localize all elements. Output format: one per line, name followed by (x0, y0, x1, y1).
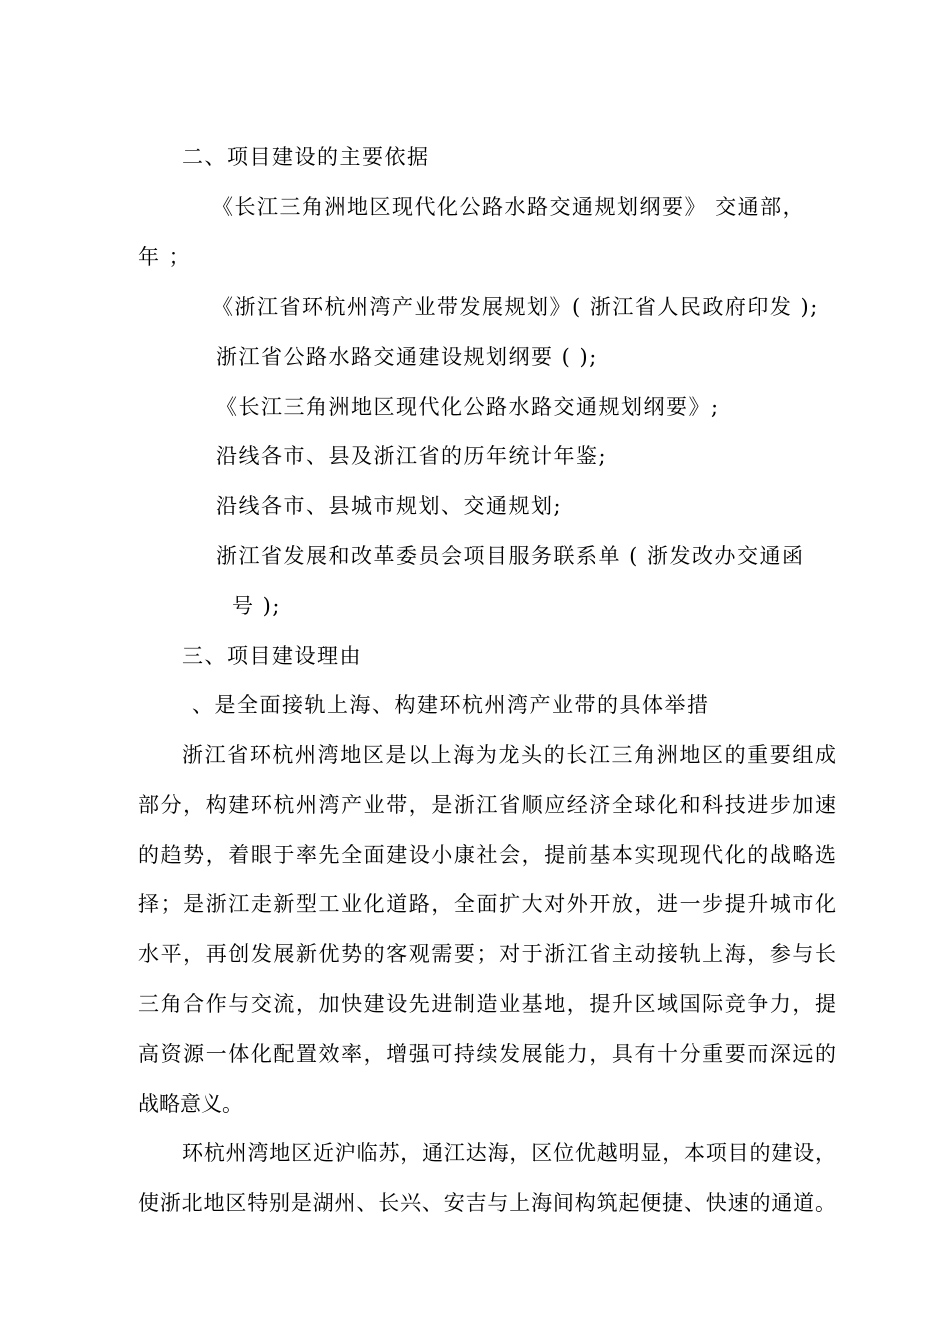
section-heading: 二、项目建设的主要依据 (182, 145, 430, 169)
basis-item-continuation: 年 ； (138, 245, 192, 269)
paragraph-line: 高资源一体化配置效率，增强可持续发展能力，具有十分重要而深远的 (138, 1042, 836, 1066)
paragraph-line: 的趋势，着眼于率先全面建设小康社会，提前基本实现现代化的战略选 (138, 843, 836, 867)
paragraph-line: 三角合作与交流，加快建设先进制造业基地，提升区域国际竞争力，提 (138, 992, 836, 1016)
basis-item: 沿线各市、县城市规划、交通规划; (216, 494, 563, 518)
paragraph-line: 浙江省环杭州湾地区是以上海为龙头的长江三角洲地区的重要组成 (182, 743, 836, 767)
section-heading: 三、项目建设理由 (182, 644, 362, 668)
paragraph-line: 择；是浙江走新型工业化道路，全面扩大对外开放，进一步提升城市化 (138, 892, 836, 916)
basis-item: 《浙江省环杭州湾产业带发展规划》( 浙江省人民政府印发 ); (212, 295, 819, 319)
basis-item: 浙江省公路水路交通建设规划纲要 ( ); (216, 345, 598, 369)
subsection-heading: 、是全面接轨上海、构建环杭州湾产业带的具体举措 (192, 693, 710, 717)
paragraph-line: 水平，再创发展新优势的客观需要；对于浙江省主动接轨上海，参与长 (138, 942, 836, 966)
paragraph-line: 环杭州湾地区近沪临苏，通江达海，区位优越明显，本项目的建设， (182, 1141, 836, 1165)
basis-item: 《长江三角洲地区现代化公路水路交通规划纲要》 交通部， (212, 195, 806, 219)
basis-item-continuation: 号 ); (232, 594, 281, 618)
basis-item: 《长江三角洲地区现代化公路水路交通规划纲要》; (216, 395, 720, 419)
paragraph-line: 战略意义。 (138, 1092, 243, 1116)
basis-item: 浙江省发展和改革委员会项目服务联系单 ( 浙发改办交通函 (216, 544, 805, 568)
paragraph-line: 部分，构建环杭州湾产业带，是浙江省顺应经济全球化和科技进步加速 (138, 793, 836, 817)
paragraph-line: 使浙北地区特别是湖州、长兴、安吉与上海间构筑起便捷、快速的通道。 (138, 1191, 836, 1215)
basis-item: 沿线各市、县及浙江省的历年统计年鉴; (216, 444, 608, 468)
